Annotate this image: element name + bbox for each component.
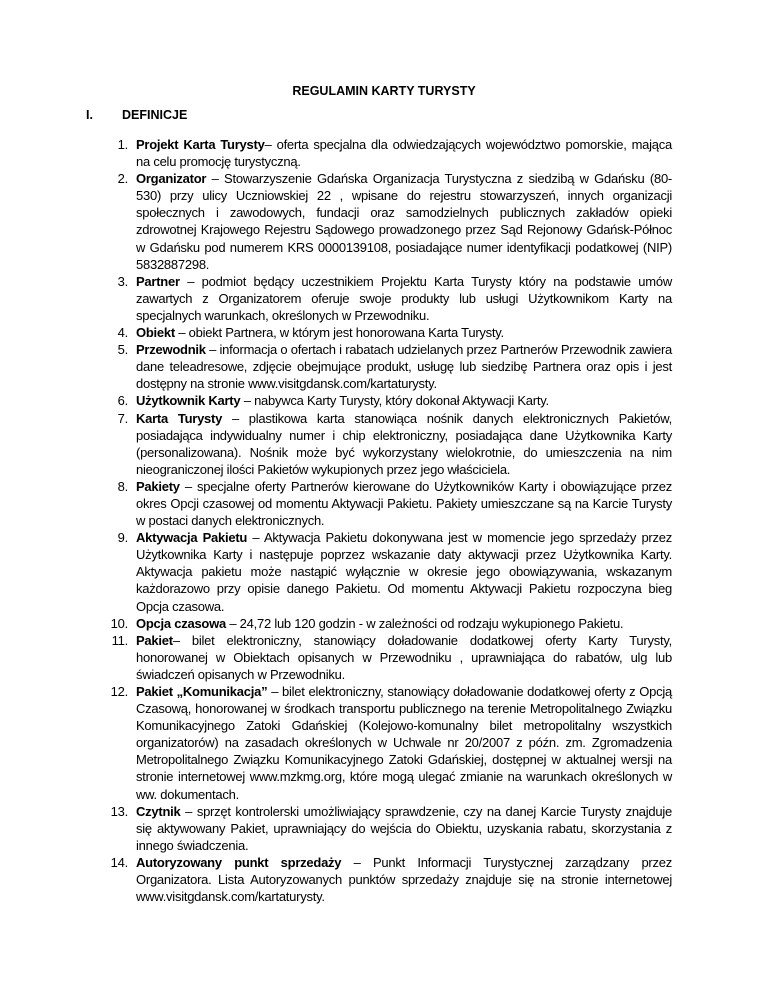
item-number: 2.: [117, 171, 128, 187]
section-number: I.: [86, 108, 93, 122]
document-title: REGULAMIN KARTY TURYSTY: [292, 84, 476, 98]
definition-text: – informacja o ofertach i rabatach udzielanych przez Partnerów Przewodnik zawiera dane teleadresowe, zdjęcie obejmujące produkt, usługę lub siedzibę Partnera oraz opis i jest dostępny na stronie www.visitgdansk.com/kartaturysty.: [136, 342, 672, 392]
definition-term: Przewodnik: [136, 342, 206, 358]
definition-text: – sprzęt kontrolerski umożliwiający sprawdzenie, czy na danej Karcie Turysty znajduje się aktywowany Pakiet, uprawniający do wejścia do Obiektu, uzyskania rabatu, skorzystania z innego świadczenia.: [136, 803, 672, 853]
definition-term: Pakiet „Komunikacja”: [136, 684, 268, 699]
definition-term: Aktywacja Pakietu: [136, 530, 248, 546]
definition-text: – plastikowa karta stanowiąca nośnik danych elektronicznych Pakietów, posiadająca indywidualny numer i chip elektroniczny, posiadająca dane Użytkownika Karty (personalizowana). Nośnik może być wykorzystany wielokrotnie, do umieszczenia na nim nieograniczonej ilości Pakietów wykupionych przez jego właściciela.: [136, 410, 673, 477]
definition-text: – Punkt Informacji Turystycznej zarządzany przez Organizatora. Lista Autoryzowanych punktów sprzedaży znajduje się na stronie internetowej www.visitgdansk.com/kartaturysty.: [136, 854, 672, 905]
definition-item: [117, 410, 673, 478]
item-number: 1.: [117, 137, 128, 152]
definition-text: – nabywca Karty Turysty, który dokonał Aktywacji Karty.: [240, 393, 549, 409]
definition-item: [110, 683, 673, 803]
definition-term: Partner: [136, 273, 180, 289]
definition-text: – Aktywacja Pakietu dokonywana jest w momencie jego sprzedaży przez Użytkownika Karty i następuje poprzez wskazanie daty aktywacji przez Użytkownika Karty. Aktywacja pakietu może nastąpić wyłącznie w okresie jego obowiązywania, wskazanym każdorazowo przy opisie danego Pakietu. Od momentu Aktywacji Pakietu rozpoczyna bieg Opcja czasowa.: [136, 530, 672, 614]
item-number: 12.: [110, 684, 128, 699]
item-number: 10.: [110, 615, 128, 631]
section-heading: [86, 108, 187, 122]
definition-term: Projekt Karta Turysty: [136, 137, 265, 152]
definition-text: – 24,72 lub 120 godzin - w zależności od rodzaju wykupionego Pakietu.: [225, 615, 624, 631]
definition-text: – bilet elektroniczny, stanowiący doładowanie dodatkowej oferty Karty Turysty, honorowanej w Obiektach opisanych w Przewodniku , uprawniająca do rabatów, ulg lub świadczeń opisanych w Przewodniku.: [136, 632, 672, 682]
definition-item: [117, 273, 672, 324]
definition-term: Czytnik: [136, 803, 181, 819]
definition-item: [117, 136, 673, 170]
item-number: 3.: [117, 273, 128, 289]
definition-term: Pakiet: [136, 632, 173, 648]
definition-text: – specjalne oferty Partnerów kierowane do Użytkowników Karty i obowiązujące przez okres Opcji czasowej od momentu Aktywacji Pakietu. Pakiety umieszczane są na Karcie Turysty w postaci danych elektronicznych.: [136, 478, 672, 529]
definition-item: [110, 803, 672, 854]
definition-text: – podmiot będący uczestnikiem Projektu Karta Turysty który na podstawie umów zawartych z Organizatorem oferuje swoje produkty lub usługi Użytkownikom Karty na specjalnych warunkach, określonych w Przewodniku.: [136, 273, 672, 323]
item-number: 11.: [111, 632, 128, 648]
definitions-list: [110, 136, 673, 905]
definition-item: [117, 392, 672, 409]
definition-item: [117, 529, 672, 614]
definition-term: Organizator: [136, 171, 207, 187]
definition-item: [110, 854, 672, 905]
definition-text: – obiekt Partnera, w którym jest honorowana Karta Turysty.: [174, 325, 504, 341]
definition-term: Użytkownik Karty: [136, 393, 241, 409]
definition-term: Obiekt: [136, 325, 175, 341]
item-number: 4.: [117, 325, 128, 341]
definition-item: [117, 341, 672, 392]
definition-item: [117, 170, 672, 273]
section-label: DEFINICJE: [122, 108, 188, 122]
item-number: 7.: [117, 410, 128, 426]
item-number: 8.: [117, 478, 128, 494]
definition-term: Opcja czasowa: [136, 615, 226, 631]
item-number: 6.: [117, 393, 128, 409]
definition-text: – bilet elektroniczny, stanowiący doładowanie dodatkowej oferty z Opcją Czasową, honorowanej w środkach transportu publicznego na terenie Metropolitalnego Związku Komunikacyjnego Zatoki Gdańskiej (Kolejowo-komunalny bilet metropolitalny wszystkich organizatorów) na zasadach określonych w Uchwale nr 20/2007 z późn. zm. Zgromadzenia Metropolitalnego Związku Komunikacyjnego Zatoki Gdańskiej, dostępnej w aktualnej wersji na stronie internetowej www.mzkmg.org, które mogą ulegać zmianie na warunkach określonych w ww. dokumentach.: [136, 684, 673, 802]
definition-item: [111, 632, 672, 683]
definition-item: [117, 478, 672, 529]
item-number: 14.: [110, 854, 128, 870]
item-number: 5.: [117, 342, 128, 358]
definition-item: [117, 324, 672, 341]
definition-text: – Stowarzyszenie Gdańska Organizacja Turystyczna z siedzibą w Gdańsku (80-530) przy ulicy Uczniowskiej 22 , wpisane do rejestru stowarzyszeń, innych organizacji społecznych i zawodowych, fundacji oraz samodzielnych publicznych zakładów opieki zdrowotnej Krajowego Rejestru Sądowego prowadzonego przez Sąd Rejonowy Gdańsk-Północ w Gdańsku pod numerem KRS 0000139108, posiadające numer identyfikacji podatkowej (NIP) 5832887298.: [136, 171, 672, 272]
definition-item: [110, 615, 672, 632]
item-number: 13.: [110, 803, 128, 819]
definition-text: – oferta specjalna dla odwiedzających województwo pomorskie, mająca na celu promocję turystyczną.: [136, 137, 673, 170]
definition-term: Pakiety: [136, 478, 180, 494]
definition-term: Karta Turysty: [136, 410, 223, 426]
definition-term: Autoryzowany punkt sprzedaży: [136, 854, 342, 870]
item-number: 9.: [117, 530, 128, 546]
